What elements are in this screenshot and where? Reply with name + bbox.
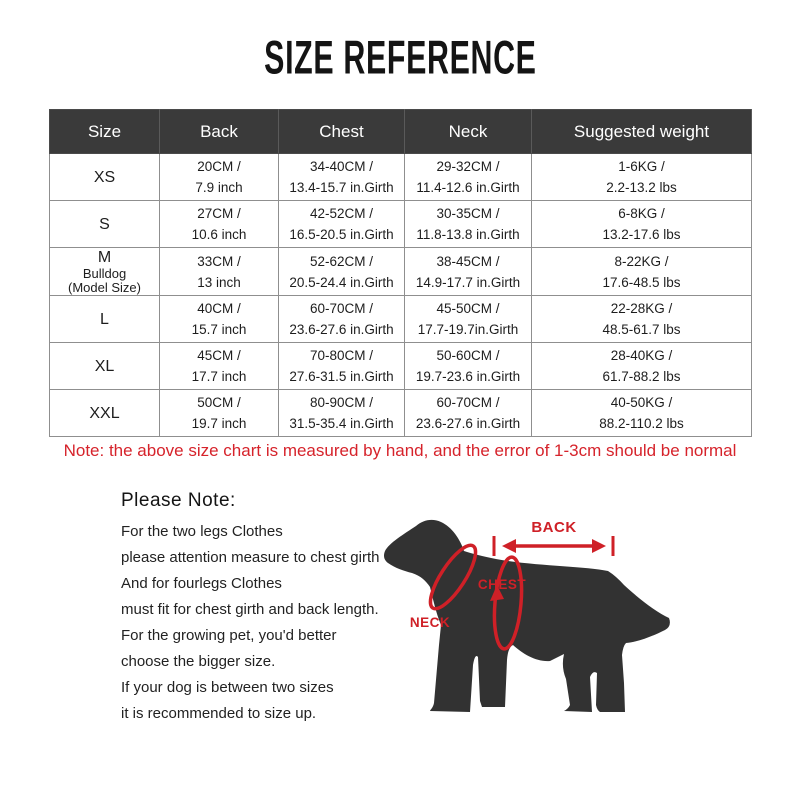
cell-line: 23.6-27.6 in.Girth	[289, 322, 394, 337]
measurement-cell	[279, 201, 405, 248]
column-header: Neck	[405, 110, 532, 154]
cell-line: 8-22KG /	[614, 253, 669, 269]
cell-line: S	[99, 215, 110, 233]
cell-line: 10.6 inch	[191, 227, 247, 242]
size-cell	[50, 201, 160, 248]
neck-label: NECK	[409, 615, 451, 630]
cell-line: 27.6-31.5 in.Girth	[289, 369, 394, 384]
measurement-cell	[160, 201, 279, 248]
cell-line: M	[97, 249, 112, 266]
please-note-line: it is recommended to size up.	[121, 705, 317, 722]
measurement-cell	[405, 296, 532, 343]
please-note-line: For the growing pet, you'd better	[121, 627, 337, 644]
page-title: SIZE REFERENCE	[263, 30, 537, 84]
size-table-header-row	[50, 110, 752, 154]
cell-line: 6-8KG /	[618, 206, 665, 221]
table-row	[50, 248, 752, 296]
cell-line: XS	[93, 168, 116, 186]
cell-line: 50-60CM /	[436, 348, 500, 363]
measurement-cell	[405, 343, 532, 390]
measurement-cell	[160, 343, 279, 390]
cell-line: 45-50CM /	[436, 301, 500, 316]
cell-line: 33CM /	[197, 253, 241, 269]
cell-line: 17.7 inch	[191, 369, 247, 384]
measurement-cell	[279, 154, 405, 201]
cell-line: 22-28KG /	[610, 301, 673, 316]
column-header: Back	[160, 110, 279, 154]
dog-measurement-diagram	[378, 515, 678, 717]
cell-line: 29-32CM /	[436, 159, 500, 174]
size-cell	[50, 248, 160, 296]
column-header: Suggested weight	[532, 110, 752, 154]
table-row	[50, 154, 752, 201]
measurement-error-note: Note: the above size chart is measured by hand, and the error of 1-3cm should be normal	[63, 441, 737, 460]
cell-line: 52-62CM /	[309, 253, 374, 269]
cell-line: 34-40CM /	[309, 159, 374, 174]
please-note-lines	[121, 524, 391, 732]
cell-line: 1-6KG /	[618, 159, 665, 174]
cell-line: 40-50KG /	[610, 395, 673, 410]
measurement-cell	[405, 201, 532, 248]
measurement-cell	[532, 154, 752, 201]
measurement-cell	[160, 390, 279, 437]
cell-line: 17.6-48.5 lbs	[602, 274, 681, 290]
cell-line: 7.9 inch	[195, 180, 243, 195]
please-note-line: please attention measure to chest girth	[121, 549, 380, 566]
measurement-cell	[160, 296, 279, 343]
back-measure-arrow	[494, 536, 613, 556]
table-row	[50, 390, 752, 437]
cell-line: 70-80CM /	[309, 348, 374, 363]
size-cell	[50, 390, 160, 437]
cell-line: 13.2-17.6 lbs	[602, 227, 681, 242]
cell-line: 11.4-12.6 in.Girth	[416, 180, 520, 195]
cell-line: XXL	[89, 404, 120, 422]
measurement-cell	[405, 154, 532, 201]
measurement-cell	[279, 390, 405, 437]
please-note-line: must fit for chest girth and back length.	[121, 601, 379, 618]
please-note-line: And for fourlegs Clothes	[121, 575, 282, 592]
measurement-cell	[279, 248, 405, 296]
table-row	[50, 343, 752, 390]
cell-line: 48.5-61.7 lbs	[602, 322, 681, 337]
cell-line: 80-90CM /	[309, 395, 374, 410]
size-cell	[50, 343, 160, 390]
cell-line: 19.7-23.6 in.Girth	[415, 369, 521, 384]
table-row	[50, 296, 752, 343]
cell-line: 17.7-19.7in.Girth	[417, 322, 519, 337]
column-header: Size	[50, 110, 160, 154]
please-note-heading: Please Note:	[121, 490, 236, 511]
please-note-line: For the two legs Clothes	[121, 523, 283, 540]
cell-line: 60-70CM /	[436, 395, 500, 410]
cell-line: 30-35CM /	[436, 206, 500, 221]
measurement-cell	[532, 248, 752, 296]
cell-line: Bulldog	[82, 266, 127, 281]
measurement-cell	[279, 296, 405, 343]
cell-line: 31.5-35.4 in.Girth	[289, 416, 394, 431]
cell-line: 27CM /	[197, 206, 241, 221]
measurement-cell	[532, 390, 752, 437]
cell-line: (Model Size)	[68, 280, 141, 295]
measurement-cell	[532, 343, 752, 390]
cell-line: 45CM /	[197, 348, 241, 363]
back-label: BACK	[531, 519, 577, 536]
cell-line: 42-52CM /	[309, 206, 374, 221]
size-table-body	[50, 154, 752, 437]
back-arrowhead-left	[502, 539, 516, 553]
size-cell	[50, 154, 160, 201]
measurement-cell	[405, 390, 532, 437]
cell-line: 15.7 inch	[191, 322, 247, 337]
size-cell	[50, 296, 160, 343]
cell-line: 2.2-13.2 lbs	[606, 180, 677, 195]
cell-line: 13 inch	[197, 274, 241, 290]
cell-line: 60-70CM /	[309, 301, 374, 316]
cell-line: 88.2-110.2 lbs	[599, 416, 684, 431]
please-note-line: choose the bigger size.	[121, 653, 276, 670]
cell-line: 28-40KG /	[610, 348, 673, 363]
measurement-cell	[160, 154, 279, 201]
cell-line: 38-45CM /	[436, 253, 500, 269]
cell-line: 20CM /	[197, 159, 241, 174]
cell-line: 11.8-13.8 in.Girth	[416, 227, 520, 242]
cell-line: 20.5-24.4 in.Girth	[289, 274, 394, 290]
cell-line: L	[100, 310, 109, 328]
page-title-wrap	[0, 30, 800, 84]
cell-line: XL	[94, 357, 115, 375]
table-row	[50, 201, 752, 248]
cell-line: 16.5-20.5 in.Girth	[289, 227, 394, 242]
measurement-cell	[532, 201, 752, 248]
back-arrowhead-right	[592, 539, 606, 553]
measurement-cell	[160, 248, 279, 296]
cell-line: 13.4-15.7 in.Girth	[289, 180, 394, 195]
size-table	[49, 109, 752, 437]
measurement-cell	[532, 296, 752, 343]
cell-line: 19.7 inch	[191, 416, 247, 431]
cell-line: 40CM /	[197, 301, 241, 316]
measurement-cell	[279, 343, 405, 390]
column-header: Chest	[279, 110, 405, 154]
cell-line: 50CM /	[197, 395, 241, 410]
chest-label: CHEST	[477, 577, 527, 592]
cell-line: 14.9-17.7 in.Girth	[415, 274, 521, 290]
measurement-cell	[405, 248, 532, 296]
please-note-line: If your dog is between two sizes	[121, 679, 334, 696]
cell-line: 23.6-27.6 in.Girth	[415, 416, 521, 431]
cell-line: 61.7-88.2 lbs	[602, 369, 681, 384]
